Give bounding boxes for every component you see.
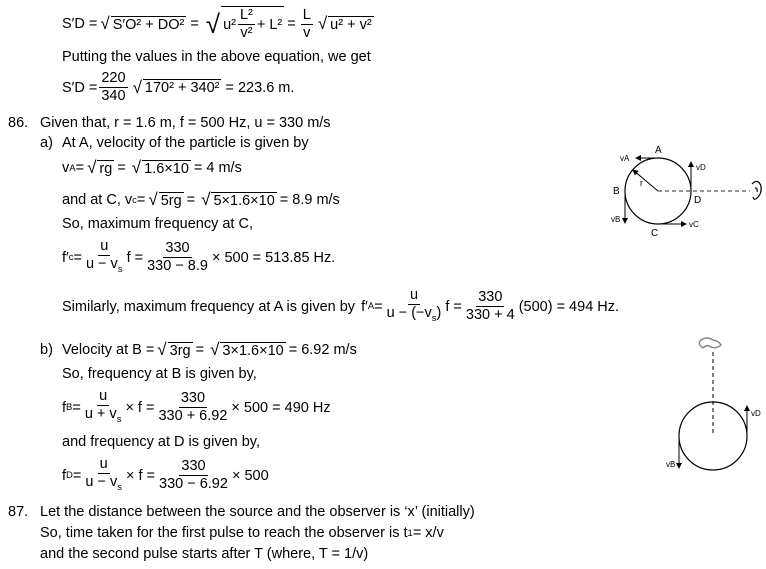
eq-text: u − (−v bbox=[386, 305, 432, 321]
text-line: Similarly, maximum frequency at A is given by bbox=[62, 298, 356, 315]
eq-text: × f = bbox=[125, 399, 155, 416]
label-vd: vD bbox=[696, 163, 706, 172]
ear-icon bbox=[699, 338, 721, 348]
subscript: B bbox=[66, 402, 73, 414]
equation-sd-value bbox=[62, 70, 294, 105]
question-86 bbox=[8, 115, 331, 131]
equation-va bbox=[62, 158, 242, 178]
eq-text: × 500 = 513.85 Hz. bbox=[211, 249, 336, 266]
subscript: A bbox=[367, 301, 375, 313]
fraction bbox=[145, 240, 210, 275]
radicand: S′O² + DO² bbox=[112, 16, 185, 33]
denominator bbox=[385, 305, 444, 327]
fraction bbox=[301, 7, 313, 42]
label-vd: vD bbox=[751, 409, 761, 418]
eq-text: u − v bbox=[85, 256, 118, 272]
eq-text: × 500 bbox=[231, 467, 269, 484]
part-label: a) bbox=[40, 135, 53, 151]
eq-text: f = bbox=[126, 249, 144, 266]
denominator: 330 + 6.92 bbox=[158, 408, 228, 425]
numerator: 330 bbox=[165, 240, 190, 257]
denominator: 330 − 6.92 bbox=[159, 476, 228, 493]
label-d: D bbox=[694, 195, 702, 206]
label-vb: vB bbox=[611, 215, 621, 224]
radicand: 1.6×10 bbox=[144, 160, 189, 177]
eq-text: = bbox=[73, 249, 82, 266]
eq-text: = 6.92 m/s bbox=[288, 342, 357, 358]
radius-arrow bbox=[633, 170, 658, 191]
part-b bbox=[40, 340, 357, 360]
fraction bbox=[157, 458, 230, 493]
sqrt-sign: √ bbox=[205, 8, 221, 39]
subscript: 1 bbox=[407, 527, 413, 539]
eq-text: = bbox=[72, 399, 81, 416]
denominator: v bbox=[303, 24, 311, 41]
denominator: v² bbox=[240, 25, 253, 41]
eq-text: v bbox=[62, 160, 70, 176]
label-b: B bbox=[613, 186, 620, 197]
part-a bbox=[40, 135, 309, 151]
numerator: u bbox=[100, 238, 109, 254]
equation-sd-derivation bbox=[62, 6, 374, 42]
label-vc: vC bbox=[689, 220, 699, 229]
numerator: u bbox=[99, 456, 108, 472]
equation-vc bbox=[62, 190, 340, 210]
eq-text: f′ bbox=[361, 298, 368, 315]
eq-text: = bbox=[287, 16, 296, 32]
eq-text: = bbox=[117, 160, 126, 176]
fraction bbox=[99, 70, 127, 105]
eq-text: (500) = 494 Hz. bbox=[518, 298, 620, 315]
denominator: 330 + 4 bbox=[465, 307, 515, 324]
fraction bbox=[83, 456, 124, 496]
text-line: So, frequency at B is given by, bbox=[62, 366, 257, 382]
subscript: c bbox=[68, 252, 74, 264]
text-line bbox=[40, 525, 444, 541]
eq-text: = 223.6 m. bbox=[225, 79, 295, 96]
fraction bbox=[83, 388, 124, 428]
circular-motion-diagram bbox=[600, 140, 766, 240]
fraction bbox=[385, 287, 444, 327]
sqrt-sign: √ bbox=[210, 340, 220, 359]
subscript: A bbox=[69, 162, 76, 174]
circular-motion-diagram-2 bbox=[640, 330, 766, 480]
sqrt-sign: √ bbox=[131, 158, 142, 177]
text-line: Let the distance between the source and the observer is ‘x’ (initially) bbox=[40, 504, 475, 520]
eq-text: = bbox=[136, 192, 146, 208]
denominator: 330 − 8.9 bbox=[147, 258, 208, 275]
denominator bbox=[84, 256, 125, 278]
eq-text: × f = bbox=[125, 467, 155, 484]
question-87 bbox=[8, 504, 475, 520]
eq-text: = 4 m/s bbox=[193, 160, 242, 176]
equation-fa bbox=[62, 287, 619, 327]
eq-text: S′D = bbox=[62, 16, 98, 32]
question-number: 87. bbox=[8, 504, 29, 520]
eq-text: = bbox=[374, 298, 383, 315]
numerator: 330 bbox=[180, 390, 206, 407]
fraction bbox=[238, 7, 255, 42]
eq-text: = bbox=[190, 16, 199, 32]
fraction bbox=[156, 390, 229, 425]
sqrt-sign: √ bbox=[157, 340, 167, 359]
numerator: L bbox=[302, 6, 311, 23]
radicand: 3rg bbox=[169, 342, 191, 359]
eq-text: = bbox=[72, 467, 82, 484]
part-label: b) bbox=[40, 342, 53, 358]
denominator bbox=[83, 406, 124, 428]
equation-fd bbox=[62, 456, 269, 496]
eq-text: u² bbox=[223, 16, 236, 33]
eq-text: = x/v bbox=[412, 525, 444, 541]
question-number: 86. bbox=[8, 115, 29, 131]
text-line: Given that, r = 1.6 m, f = 500 Hz, u = 330 m/s bbox=[40, 115, 331, 131]
eq-text: = 8.9 m/s bbox=[279, 192, 340, 208]
eq-text: S′D = bbox=[62, 79, 98, 96]
label-a: A bbox=[655, 145, 662, 156]
fraction bbox=[84, 238, 125, 278]
numerator: 220 bbox=[101, 70, 126, 86]
numerator: 330 bbox=[181, 458, 206, 475]
sqrt-sign: √ bbox=[317, 14, 328, 33]
radicand: 5rg bbox=[160, 192, 182, 209]
subscript: D bbox=[66, 470, 73, 482]
eq-text: = bbox=[186, 192, 196, 208]
eq-text: × 500 = 490 Hz bbox=[231, 399, 331, 416]
numerator: L² bbox=[239, 7, 253, 23]
denominator bbox=[83, 474, 124, 496]
eq-text: So, time taken for the first pulse to reach the observer is t bbox=[40, 525, 408, 541]
numerator: 330 bbox=[478, 289, 503, 306]
radicand: 5×1.6×10 bbox=[213, 192, 275, 209]
label-va: vA bbox=[620, 154, 630, 163]
text-line: At A, velocity of the particle is given by bbox=[62, 135, 309, 151]
subscript: c bbox=[132, 194, 137, 206]
text-line: Putting the values in the above equation, we get bbox=[62, 49, 371, 65]
radicand: rg bbox=[99, 160, 113, 177]
eq-text: f bbox=[62, 399, 67, 416]
label-r: r bbox=[640, 178, 643, 188]
sqrt-sign: √ bbox=[87, 158, 97, 177]
eq-text: f bbox=[62, 467, 67, 484]
numerator: u bbox=[409, 287, 419, 303]
text-line: and the second pulse starts after T (where, T = 1/v) bbox=[40, 546, 369, 562]
equation-fc bbox=[62, 238, 335, 278]
label-c: C bbox=[651, 228, 659, 239]
ear-icon bbox=[752, 181, 761, 199]
eq-text: u − v bbox=[85, 474, 118, 490]
text-line: and frequency at D is given by, bbox=[62, 434, 261, 450]
sqrt-sign: √ bbox=[100, 14, 110, 33]
eq-text: u + v bbox=[84, 406, 117, 422]
eq-text: f = bbox=[445, 298, 462, 315]
subscript: s bbox=[117, 481, 122, 493]
eq-text: = bbox=[195, 342, 205, 358]
eq-text: f′ bbox=[62, 249, 69, 266]
sqrt-sign: √ bbox=[132, 77, 142, 97]
eq-text: ) bbox=[436, 305, 442, 321]
radicand: 170² + 340² bbox=[144, 80, 220, 96]
numerator: u bbox=[99, 388, 108, 404]
subscript: s bbox=[117, 263, 123, 275]
subscript: s bbox=[116, 413, 122, 425]
denominator: 340 bbox=[101, 88, 126, 104]
sqrt-sign: √ bbox=[201, 190, 211, 209]
radicand: 3×1.6×10 bbox=[222, 342, 284, 359]
equation-fb bbox=[62, 388, 331, 428]
eq-text: Velocity at B = bbox=[62, 342, 155, 358]
subscript: s bbox=[431, 312, 437, 324]
eq-text: = bbox=[75, 160, 85, 176]
eq-text: + L² bbox=[256, 16, 283, 33]
eq-text: and at C, v bbox=[62, 192, 133, 208]
label-vb: vB bbox=[666, 460, 676, 469]
fraction bbox=[464, 289, 517, 324]
radicand: u² + v² bbox=[330, 16, 372, 33]
text-line: So, maximum frequency at C, bbox=[62, 216, 253, 232]
radicand bbox=[221, 6, 284, 42]
sqrt-sign: √ bbox=[148, 190, 158, 209]
